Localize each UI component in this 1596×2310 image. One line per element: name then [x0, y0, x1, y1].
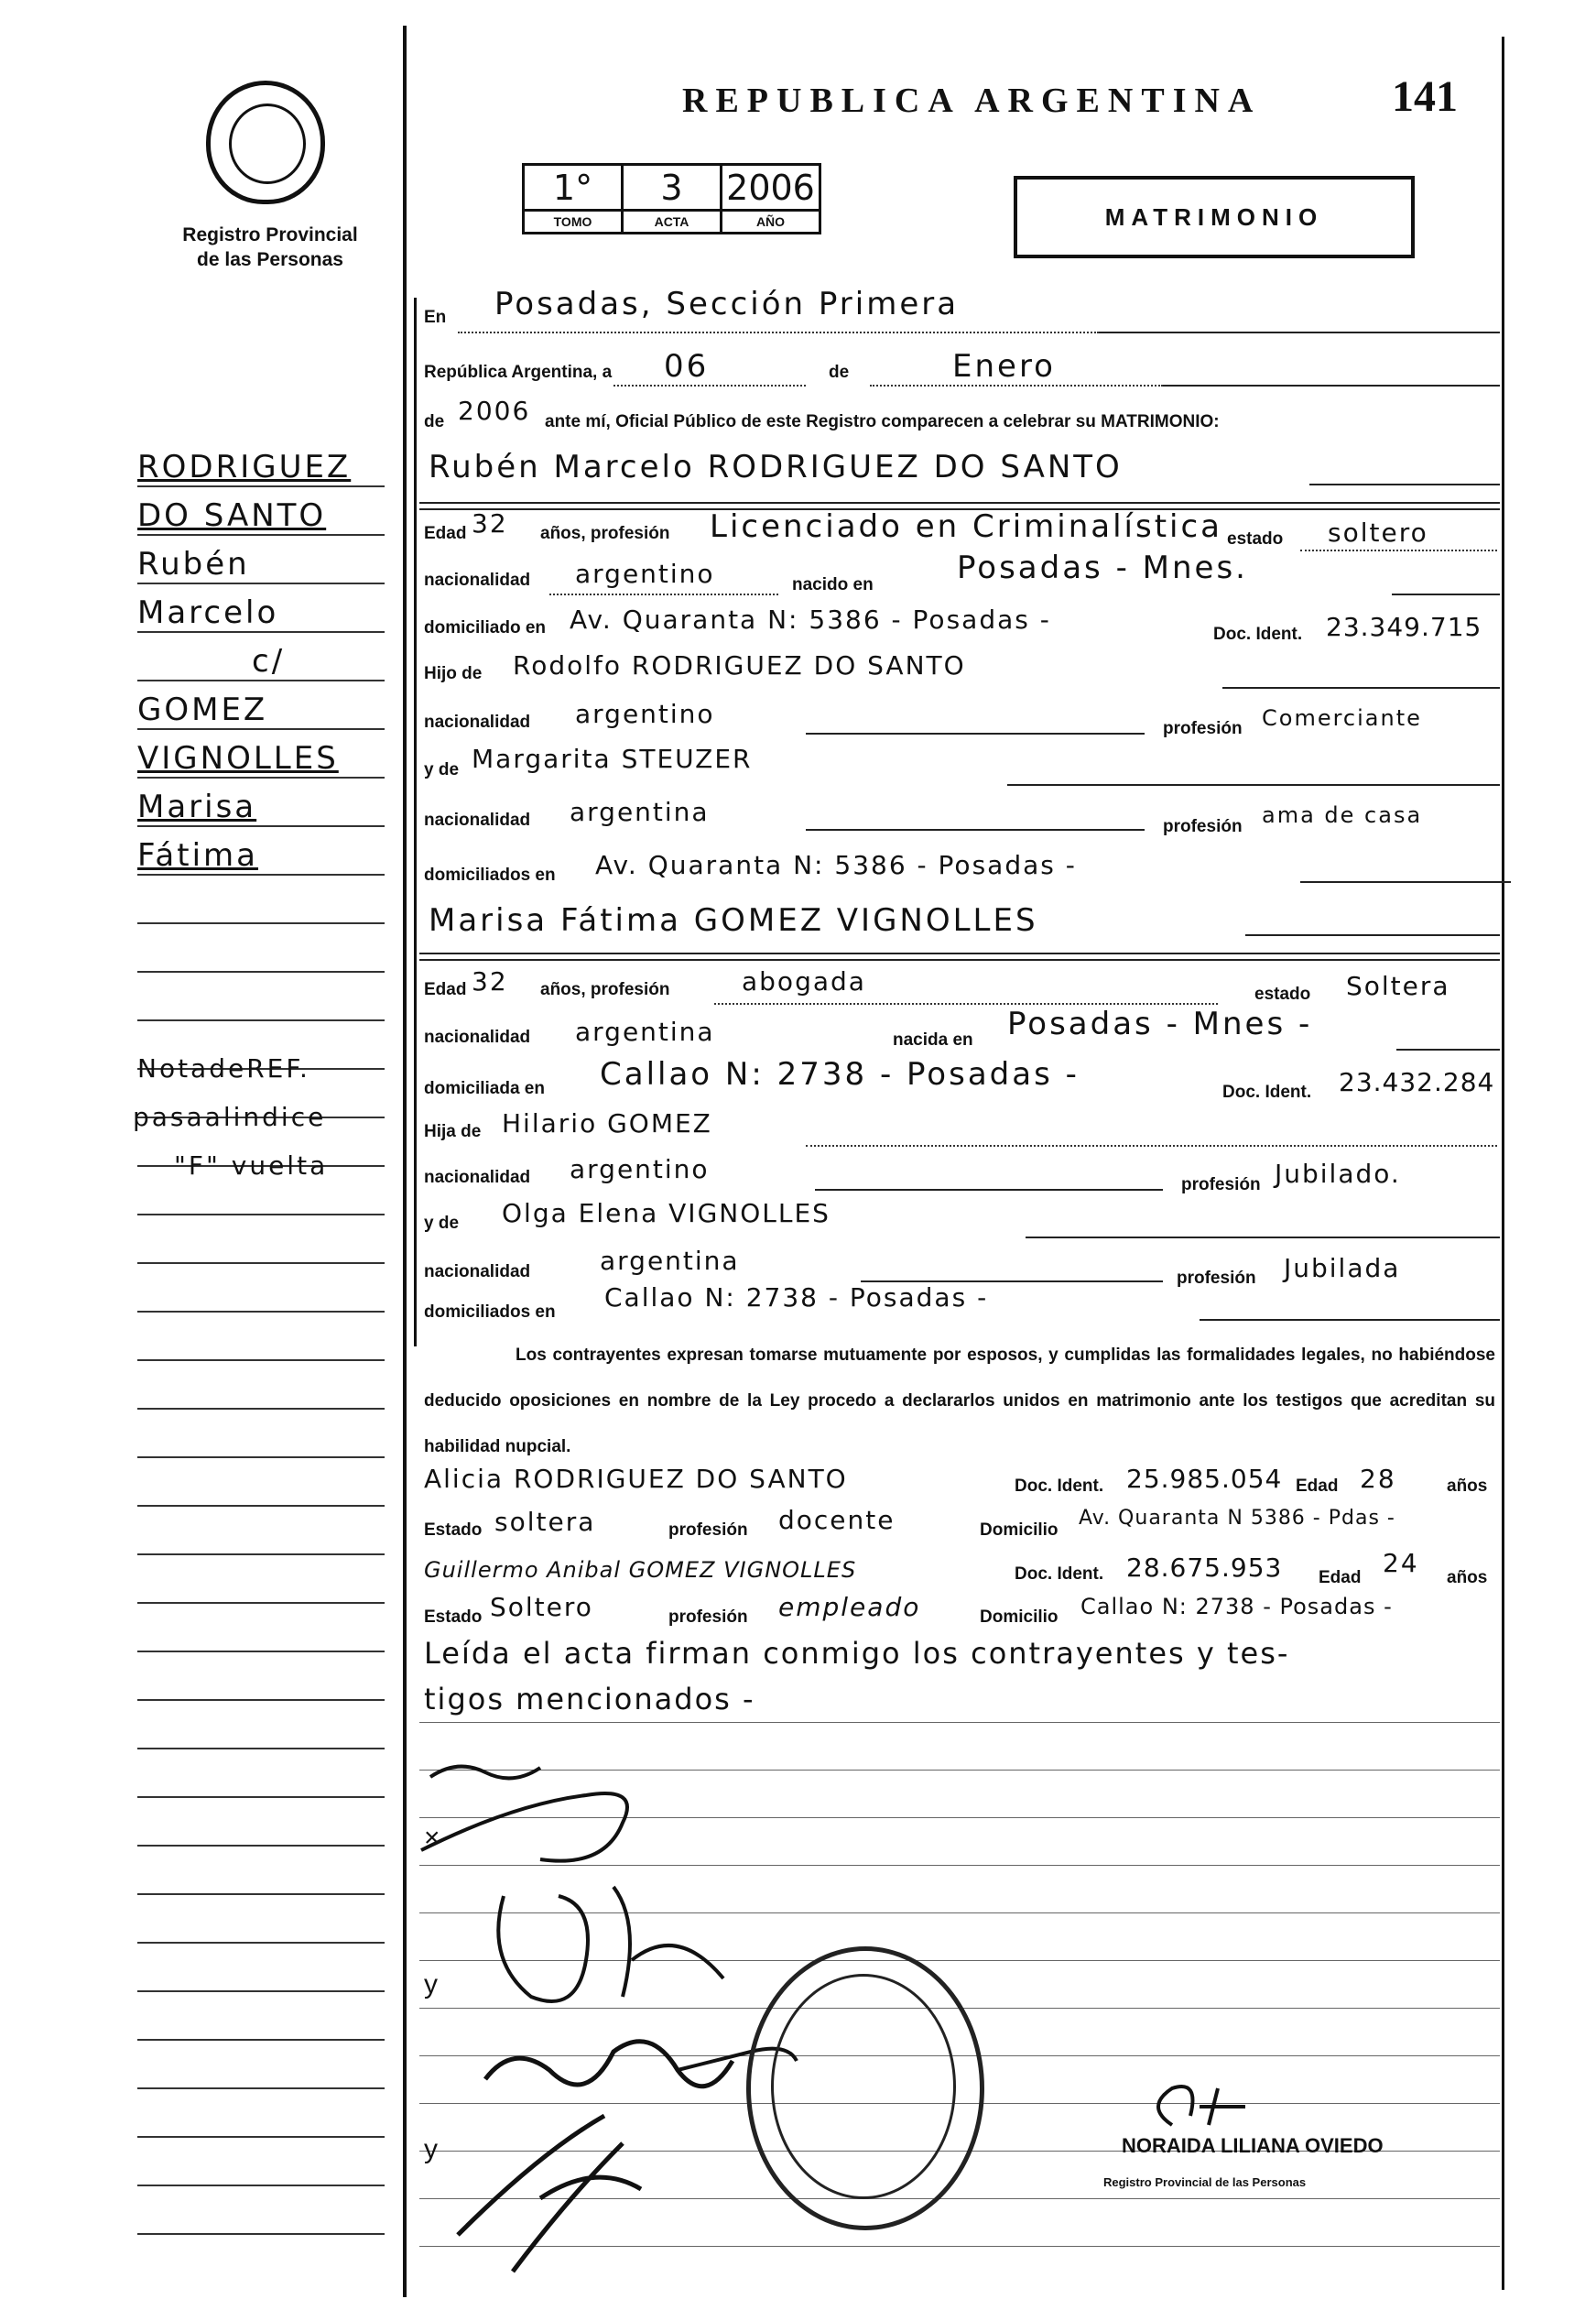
margin-ruled-line: [137, 583, 385, 584]
label-hijo-de: Hijo de: [424, 664, 483, 683]
bride-mother-profession: Jubilada: [1284, 1253, 1401, 1283]
record-type-box: MATRIMONIO: [1014, 176, 1415, 258]
label-edad: Edad: [424, 980, 467, 999]
bride-father-nationality: argentino: [570, 1154, 710, 1184]
tomo-label: TOMO: [525, 209, 621, 232]
label-edad: Edad: [1319, 1568, 1362, 1587]
act-month: Enero: [952, 348, 1056, 385]
margin-ruled-line: [137, 680, 385, 681]
label-en: En: [424, 308, 447, 327]
label-nacida-en: nacida en: [893, 1030, 973, 1050]
label-edad: Edad: [424, 524, 467, 543]
label-nacionalidad: nacionalidad: [424, 713, 531, 732]
margin-ruled-line: [137, 728, 385, 730]
label-domiciliados-en: domiciliados en: [424, 866, 556, 885]
witness2-age: 24: [1383, 1548, 1419, 1578]
bride-doc: 23.432.284: [1339, 1067, 1495, 1097]
signature-mark: y: [424, 1969, 438, 1999]
groom-parents-address: Av. Quaranta N: 5386 - Posadas -: [595, 850, 1077, 880]
margin-ruled-line: [137, 1602, 385, 1604]
label-estado: estado: [1254, 985, 1311, 1004]
margin-ruled-line: [137, 1845, 385, 1847]
witness1-age: 28: [1360, 1464, 1396, 1494]
form-left-border: [414, 298, 417, 1346]
record-number-boxes: [522, 163, 821, 234]
margin-ruled-line: [137, 1505, 385, 1507]
label-domiciliado-en: domiciliado en: [424, 618, 547, 637]
bride-profession: abogada: [742, 966, 866, 997]
margin-ruled-line: [137, 1990, 385, 1992]
official-stamp-icon: [746, 1946, 984, 2230]
groom-father: Rodolfo RODRIGUEZ DO SANTO: [513, 650, 966, 681]
label-de: de: [829, 363, 850, 382]
registry-name-line2: de las Personas: [197, 249, 343, 270]
label-domicilio: Domicilio: [980, 1607, 1059, 1627]
bride-nationality: argentina: [575, 1017, 715, 1047]
margin-ruled-line: [137, 2185, 385, 2186]
margin-ruled-line: [137, 2039, 385, 2041]
margin-ruled-line: [137, 631, 385, 633]
acta-label: ACTA: [624, 209, 720, 232]
label-profesion: profesión: [1163, 817, 1243, 836]
groom-mother-nationality: argentina: [570, 797, 710, 827]
province-seal-icon: [206, 81, 325, 204]
witness1-doc: 25.985.054: [1126, 1464, 1283, 1494]
margin-ref-note: "F" vuelta: [174, 1150, 329, 1181]
margin-note-line: Fátima: [137, 837, 259, 874]
label-estado: Estado: [424, 1607, 483, 1627]
witness2-address: Callao N: 2738 - Posadas -: [1080, 1594, 1393, 1619]
page-title: REPUBLICA ARGENTINA: [682, 82, 1262, 120]
margin-ruled-line: [137, 534, 385, 536]
margin-ruled-line: [137, 777, 385, 779]
margin-ref-note: pasaalindice: [133, 1102, 327, 1132]
margin-ruled-line: [137, 1456, 385, 1458]
margin-ruled-line: [137, 1262, 385, 1264]
label-profesion: profesión: [668, 1520, 748, 1540]
margin-ruled-line: [137, 922, 385, 924]
label-nacionalidad: nacionalidad: [424, 571, 531, 590]
margin-ruled-line: [137, 1553, 385, 1555]
label-profesion: profesión: [1163, 719, 1243, 738]
ano-label: AÑO: [722, 209, 819, 232]
label-anos-profesion: años, profesión: [540, 524, 670, 543]
witness2-name: Guillermo Anibal GOMEZ VIGNOLLES: [424, 1557, 857, 1583]
acta-value: 3: [660, 168, 683, 208]
margin-ruled-line: [137, 1796, 385, 1798]
margin-ruled-line: [137, 1408, 385, 1410]
label-y-de: y de: [424, 760, 460, 779]
witness1-name: Alicia RODRIGUEZ DO SANTO: [424, 1464, 848, 1494]
groom-status: soltero: [1328, 518, 1428, 548]
registry-name-line1: Registro Provincial: [182, 224, 358, 245]
bride-father: Hilario GOMEZ: [502, 1108, 712, 1139]
groom-nationality: argentino: [575, 559, 715, 589]
groom-father-nationality: argentino: [575, 699, 715, 729]
groom-born-in: Posadas - Mnes.: [957, 550, 1248, 586]
act-place: Posadas, Sección Primera: [494, 286, 960, 322]
label-anos: años: [1447, 1568, 1488, 1587]
margin-ruled-line: [137, 1019, 385, 1021]
label-doc-ident: Doc. Ident.: [1015, 1564, 1104, 1584]
margin-note-line: DO SANTO: [137, 497, 327, 534]
witness2-doc: 28.675.953: [1126, 1553, 1283, 1583]
label-hija-de: Hija de: [424, 1122, 482, 1141]
groom-age: 32: [472, 508, 508, 539]
label-edad: Edad: [1296, 1476, 1339, 1496]
bride-father-profession: Jubilado.: [1275, 1159, 1401, 1189]
label-profesion: profesión: [1177, 1269, 1256, 1288]
margin-note-line: GOMEZ: [137, 692, 268, 728]
margin-note-line: RODRIGUEZ: [137, 449, 352, 485]
signature-mark: ×: [424, 1823, 440, 1853]
margin-ruled-line: [137, 1214, 385, 1215]
groom-profession: Licenciado en Criminalística: [710, 508, 1223, 545]
ano-value: 2006: [726, 168, 815, 208]
margin-note-line: c/: [252, 643, 286, 680]
bride-address: Callao N: 2738 - Posadas -: [600, 1056, 1080, 1093]
margin-ruled-line: [137, 1651, 385, 1652]
folio-number: 141: [1392, 72, 1458, 121]
label-domicilio: Domicilio: [980, 1520, 1059, 1540]
margin-note-line: Marisa: [137, 789, 257, 825]
witness1-profession: docente: [778, 1505, 896, 1535]
closing-line-1: Leída el acta firman conmigo los contrayentes y tes-: [424, 1636, 1290, 1671]
signature-mark: y: [424, 2134, 438, 2164]
label-profesion: profesión: [668, 1607, 748, 1627]
label-nacionalidad: nacionalidad: [424, 1168, 531, 1187]
label-domiciliados-en: domiciliados en: [424, 1302, 556, 1322]
act-day: 06: [664, 348, 710, 385]
margin-ruled-line: [137, 825, 385, 827]
label-y-de: y de: [424, 1214, 460, 1233]
bride-name: Marisa Fátima GOMEZ VIGNOLLES: [429, 902, 1038, 939]
bride-parents-address: Callao N: 2738 - Posadas -: [604, 1282, 989, 1313]
witness1-status: soltera: [494, 1507, 596, 1537]
right-column-border: [1502, 37, 1504, 2290]
margin-ruled-line: [137, 971, 385, 973]
groom-father-profession: Comerciante: [1262, 705, 1422, 731]
margin-ruled-line: [137, 1699, 385, 1701]
groom-mother-profession: ama de casa: [1262, 802, 1423, 828]
margin-ruled-line: [137, 1311, 385, 1313]
margin-ruled-line: [137, 2136, 385, 2138]
margin-ruled-line: [137, 2087, 385, 2089]
legal-paragraph: Los contrayentes expresan tomarse mutuamente por esposos, y cumplidas las formalidades legales, no habiéndose deducido oposiciones en nombre de la Ley procedo a declararlos unidos en matrimonio ante los testigos que acreditan su habilidad nupcial.: [424, 1346, 1495, 1456]
label-doc-ident: Doc. Ident.: [1213, 625, 1303, 644]
label-estado: estado: [1227, 529, 1284, 549]
witness2-profession: empleado: [778, 1592, 921, 1622]
margin-ruled-line: [137, 2233, 385, 2235]
label-nacionalidad: nacionalidad: [424, 811, 531, 830]
bride-born-in: Posadas - Mnes -: [1007, 1006, 1313, 1042]
closing-line-2: tigos mencionados -: [424, 1682, 755, 1716]
officer-signature-icon: [1117, 2070, 1392, 2143]
label-anos: años: [1447, 1476, 1488, 1496]
groom-mother: Margarita STEUZER: [472, 744, 753, 774]
groom-address: Av. Quaranta N: 5386 - Posadas -: [570, 605, 1051, 635]
officer-name: NORAIDA LILIANA OVIEDO: [1122, 2134, 1384, 2157]
margin-ruled-line: [137, 1359, 385, 1361]
witness2-status: Soltero: [490, 1592, 593, 1622]
margin-note-line: Marcelo: [137, 594, 279, 631]
label-nacionalidad: nacionalidad: [424, 1028, 531, 1047]
label-profesion: profesión: [1181, 1175, 1261, 1194]
label-nacionalidad: nacionalidad: [424, 1262, 531, 1281]
act-year: 2006: [458, 396, 531, 426]
label-doc-ident: Doc. Ident.: [1015, 1476, 1104, 1496]
label-nacido-en: nacido en: [792, 575, 874, 594]
margin-ruled-line: [137, 1942, 385, 1944]
groom-doc: 23.349.715: [1326, 612, 1482, 642]
groom-name: Rubén Marcelo RODRIGUEZ DO SANTO: [429, 449, 1123, 485]
label-de-year: de: [424, 412, 445, 431]
label-domiciliada-en: domiciliada en: [424, 1079, 545, 1098]
margin-ruled-line: [137, 1893, 385, 1895]
margin-note-line: Rubén: [137, 546, 250, 583]
witness1-address: Av. Quaranta N 5386 - Pdas -: [1079, 1507, 1395, 1530]
bride-status: Soltera: [1346, 971, 1450, 1001]
margin-ruled-line: [137, 874, 385, 876]
label-republica: República Argentina, a: [424, 363, 613, 382]
bride-age: 32: [472, 966, 508, 997]
margin-ruled-line: [137, 1748, 385, 1749]
label-comparecen: ante mí, Oficial Público de este Registro comparecen a celebrar su MATRIMONIO:: [545, 412, 1220, 431]
margin-ruled-line: [137, 485, 385, 487]
officer-subtitle: Registro Provincial de las Personas: [1103, 2175, 1307, 2189]
margin-note-line: VIGNOLLES: [137, 740, 339, 777]
margin-ref-note: NotadeREF.: [137, 1053, 310, 1084]
tomo-value: 1°: [552, 168, 593, 208]
label-doc-ident: Doc. Ident.: [1222, 1083, 1312, 1102]
label-anos-profesion: años, profesión: [540, 980, 670, 999]
bride-mother-nationality: argentina: [600, 1246, 740, 1276]
bride-mother: Olga Elena VIGNOLLES: [502, 1198, 831, 1228]
label-estado: Estado: [424, 1520, 483, 1540]
